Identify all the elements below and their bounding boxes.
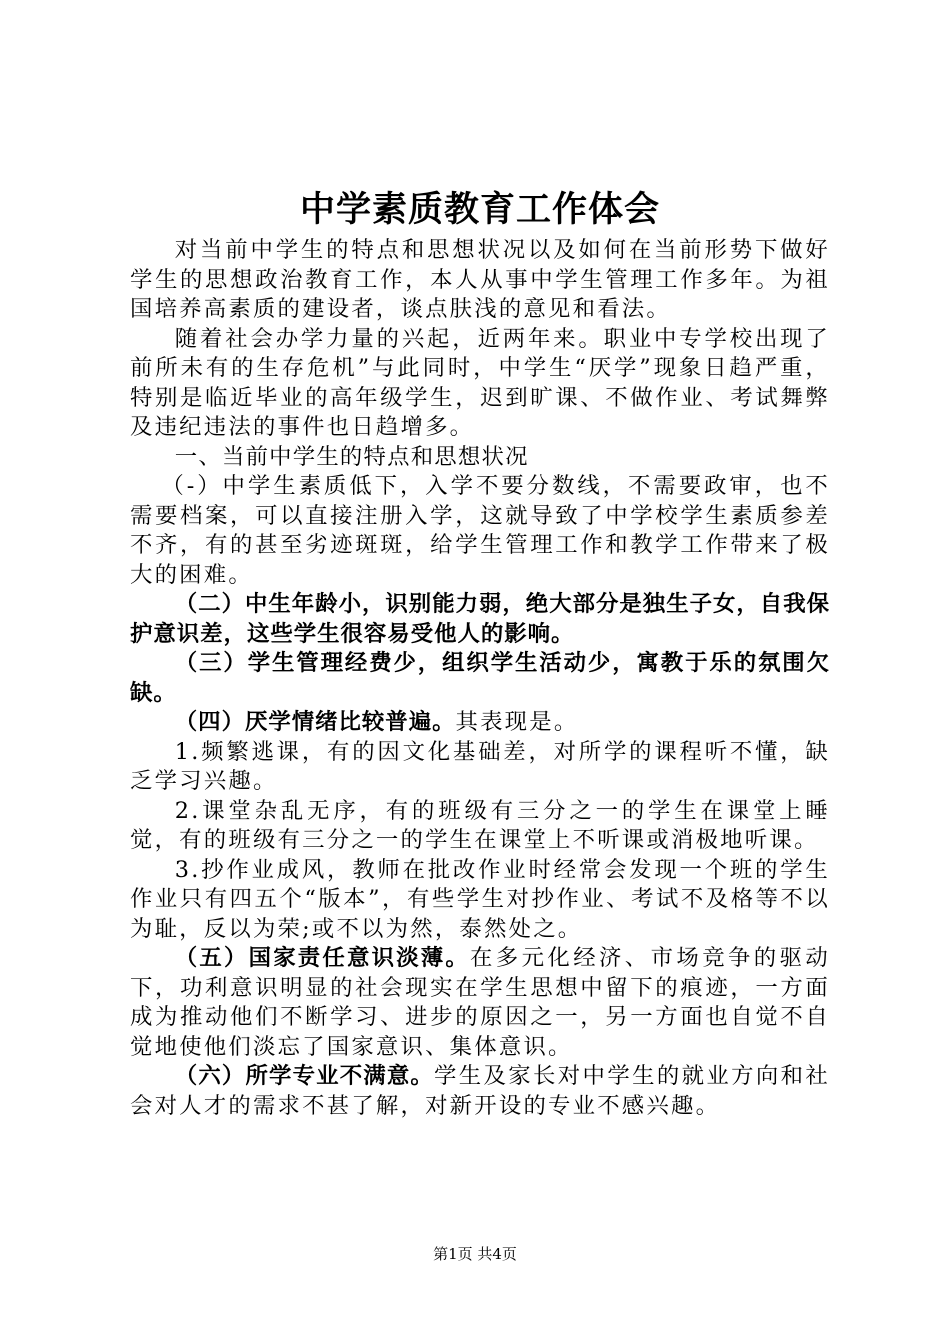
point-5-heading: （五）国家责任意识淡薄。: [174, 945, 470, 971]
list-item-3: 3.抄作业成风，教师在批改作业时经常会发现一个班的学生作业只有四五个“版本”，有些学生对抄作业、考试不及格等不以为耻，反以为荣;或不以为然，泰然处之。: [130, 856, 830, 942]
point-6-text: 学生及家长对中学生的就业方向和社会对人才的需求不甚了解，对新开设的专业不感兴趣。: [130, 1063, 831, 1119]
document-title: 中学素质教育工作体会: [299, 190, 660, 230]
point-5-text: 在多元化经济、市场竞争的驱动下，功利意识明显的社会现实在学生思想中留下的痕迹，一方面成为推动他们不断学习、进步的原因之一，另一方面也自觉不自觉地使他们淡忘了国家意识、集体意识。: [130, 945, 830, 1060]
paragraph-intro: 对当前中学生的特点和思想状况以及如何在当前形势下做好学生的思想政治教育工作，本人从事中学生管理工作多年。为祖国培养高素质的建设者，谈点肤浅的意见和看法。: [130, 237, 830, 322]
paragraph-point-6: [130, 1062, 830, 1121]
paragraph-point-3: （三）学生管理经费少，组织学生活动少，寓教于乐的氛围欠缺。: [130, 650, 830, 706]
paragraph-point-1: （-）中学生素质低下，入学不要分数线，不需要政审，也不需要档案，可以直接注册入学，这就导致了中学校学生素质参差不齐，有的甚至劣迹斑斑，给学生管理工作和教学工作带来了极大的困难。: [130, 473, 830, 588]
list-item-2: 2.课堂杂乱无序，有的班级有三分之一的学生在课堂上睡觉，有的班级有三分之一的学生在课堂上不听课或消极地听课。: [130, 797, 830, 853]
document-page: [130, 188, 830, 1121]
point-4-heading: （四）厌学情绪比较普遍。: [174, 709, 456, 735]
list-item-1: 1.频繁逃课，有的因文化基础差，对所学的课程听不懂，缺乏学习兴趣。: [130, 738, 830, 794]
point-6-heading: （六）所学专业不满意。: [174, 1063, 434, 1089]
paragraph-background: 随着社会办学力量的兴起，近两年来。职业中专学校出现了前所未有的生存危机”与此同时，中学生“厌学”现象日趋严重，特别是临近毕业的高年级学生，迟到旷课、不做作业、考试舞弊及违纪违法的事件也日趋增多。: [130, 325, 830, 440]
point-4-text: 其表现是。: [455, 709, 579, 735]
section-heading-1: 一、当前中学生的特点和思想状况: [174, 443, 529, 470]
page-footer: 第1页 共4页: [433, 1245, 517, 1263]
paragraph-point-5: [130, 944, 830, 1062]
paragraph-point-4: [130, 708, 830, 738]
paragraph-point-2: （二）中生年龄小，识别能力弱，绝大部分是独生子女，自我保护意识差，这些学生很容易受他人的影响。: [130, 591, 830, 647]
